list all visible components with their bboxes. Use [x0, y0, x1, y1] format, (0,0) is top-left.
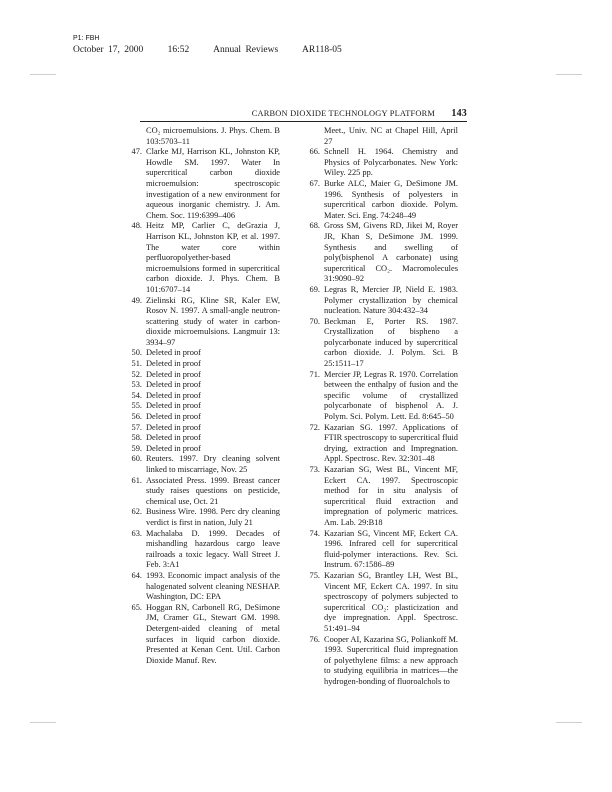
reference-entry — [120, 126, 280, 147]
reference-entry — [298, 126, 458, 147]
reference-number: 56. — [131, 412, 142, 422]
reference-text: Deleted in proof — [146, 348, 201, 358]
slug-info — [73, 45, 362, 55]
reference-entry — [120, 296, 280, 349]
reference-text: Reuters. 1997. Dry cleaning solvent linked to miscarriage, Nov. 25 — [146, 454, 280, 474]
reference-entry — [120, 391, 280, 402]
reference-text: Deleted in proof — [146, 359, 201, 369]
reference-entry — [298, 370, 458, 423]
reference-entry — [120, 370, 280, 381]
reference-entry — [120, 433, 280, 444]
reference-text: Deleted in proof — [146, 422, 201, 432]
reference-entry — [120, 603, 280, 667]
reference-text: Deleted in proof — [146, 390, 201, 400]
reference-text: Kazarian SG, Brantley LH, West BL, Vincent MF, Eckert CA. 1997. In situ spectroscopy of polymers subjected to supercritical CO₂: plasticization and dye impregnation. Appl. Spectrosc. 51:491–94 — [324, 570, 458, 633]
reference-text: Kazarian SG. 1997. Applications of FTIR spectroscopy to supercritical fluid drying, extraction and Impregnation. Appl. Spectrosc. Rev. 32:301–48 — [324, 422, 458, 464]
reference-number: 69. — [309, 284, 320, 294]
reference-number: 57. — [131, 422, 142, 432]
reference-number: 52. — [131, 369, 142, 379]
reference-text: Machalaba D. 1999. Decades of mishandling hazardous cargo leave railroads a toxic legacy. Wall Street J. Feb. 3:A1 — [146, 528, 280, 570]
reference-entry — [298, 147, 458, 179]
reference-entry — [120, 359, 280, 370]
reference-number: 61. — [131, 475, 142, 485]
reference-number: 76. — [309, 634, 320, 644]
reference-text: Deleted in proof — [146, 443, 201, 453]
reference-text: Hoggan RN, Carbonell RG, DeSimone JM, Cramer GL, Stewart GM. 1998. Detergent-aided cleaning of metal surfaces in liquid carbon dioxide. Presented at Kenan Cent. Util. Carbon Dioxide Manuf. Rev. — [146, 602, 280, 665]
reference-text: Kazarian SG, West BL, Vincent MF, Eckert CA. 1997. Spectroscopic method for in situ analysis of supercritical fluid extraction and impregnation of polymeric matrices. Am. Lab. 29:B18 — [324, 465, 458, 527]
slug-code: AR118-05 — [302, 45, 342, 55]
reference-number: 63. — [131, 528, 142, 538]
reference-text: Deleted in proof — [146, 369, 201, 379]
reference-number: 71. — [309, 369, 320, 379]
reference-text: Deleted in proof — [146, 401, 201, 411]
reference-text: Beckman E, Porter RS. 1987. Crystallization of bispheno a polycarbonate induced by supercritical carbon dioxide. J. Polym. Sci. B 25:1511–17 — [324, 316, 458, 369]
reference-number: 51. — [131, 359, 142, 369]
reference-number: 75. — [309, 570, 320, 580]
reference-text: Associated Press. 1999. Breast cancer study raises questions on pesticide, chemical use, Oct. 21 — [146, 475, 280, 506]
reference-entry — [298, 571, 458, 635]
reference-number: 70. — [309, 316, 320, 326]
reference-text: CO₂ microemulsions. J. Phys. Chem. B 103:5703–11 — [146, 126, 280, 146]
reference-number: 48. — [131, 221, 142, 231]
reference-number: 49. — [131, 295, 142, 305]
reference-entry — [298, 317, 458, 370]
crop-mark — [556, 74, 582, 75]
reference-text: Heitz MP, Carlier C, deGrazia J, Harrison KL, Johnston KP, et al. 1997. The water core within perfluoropolyether-based microemulsions formed in supercritical carbon dioxide. J. Phys. Chem. B 101:6707–14 — [146, 221, 280, 294]
page-number: 143 — [451, 108, 467, 119]
reference-text: Business Wire. 1998. Perc dry cleaning verdict is first in nation, July 21 — [146, 507, 280, 527]
reference-number: 58. — [131, 433, 142, 443]
reference-text: Deleted in proof — [146, 380, 201, 390]
reference-number: 55. — [131, 401, 142, 411]
reference-entry — [120, 529, 280, 571]
reference-number: 66. — [309, 147, 320, 157]
reference-text: Burke ALC, Maier G, DeSimone JM. 1996. Synthesis of polyesters in supercritical carbon dioxide. Polym. Mater. Sci. Eng. 74:248–49 — [324, 178, 458, 220]
reference-number: 64. — [131, 570, 142, 580]
slug-proof-id: P1: FBH — [73, 35, 100, 42]
slug-time: 16:52 — [167, 45, 190, 55]
reference-entry — [120, 507, 280, 528]
running-head-title: CARBON DIOXIDE TECHNOLOGY PLATFORM — [251, 109, 436, 118]
reference-entry — [120, 221, 280, 295]
reference-number: 74. — [309, 528, 320, 538]
reference-text: Cooper AI, Kazarina SG, Poliankoff M. 1993. Supercritical fluid impregnation of polyethylene films: a new approach to studying equilibria in matrices—the hydrogen-bonding of fluoroalchols to — [324, 634, 458, 686]
reference-number: 65. — [131, 602, 142, 612]
reference-text: Clarke MJ, Harrison KL, Johnston KP, Howdle SM. 1997. Water In supercritical carbon dioxide microemulsion: spectroscopic investigation of a new environment for aqueous inorganic chemistry. J. Am. Chem. Soc. 119:6399–406 — [146, 147, 280, 220]
slug-date: October 17, 2000 — [73, 45, 144, 55]
reference-entry — [120, 401, 280, 412]
reference-number: 73. — [309, 465, 320, 474]
reference-entry — [298, 465, 458, 529]
reference-number: 59. — [131, 443, 142, 453]
reference-entry — [120, 380, 280, 391]
reference-text: 1993. Economic impact analysis of the halogenated solvent cleaning NESHAP. Washington, DC: EPA — [146, 570, 280, 602]
reference-text: Zielinski RG, Kline SR, Kaler EW, Rosov N. 1997. A small-angle neutron-scattering study of water in carbon-dioxide microemulsions. Langmuir 13: 3934–97 — [146, 295, 280, 347]
reference-entry — [120, 348, 280, 359]
crop-mark — [30, 74, 56, 75]
reference-text: Mercier JP, Legras R. 1970. Correlation between the enthalpy of fusion and the specific volume of crystallized polycarbonate of bisphenol A. J. Polym. Sci. Polym. Lett. Ed. 8:645–50 — [324, 369, 458, 422]
reference-number: 67. — [309, 178, 320, 188]
reference-number: 62. — [131, 507, 142, 517]
reference-text: Deleted in proof — [146, 412, 201, 422]
reference-text: Schnell H. 1964. Chemistry and Physics of Polycarbonates. New York: Wiley. 225 pp. — [324, 147, 458, 178]
reference-entry — [298, 635, 458, 688]
reference-text: Deleted in proof — [146, 433, 201, 443]
reference-entry — [120, 412, 280, 423]
reference-number: 68. — [309, 221, 320, 231]
reference-entry — [120, 571, 280, 603]
reference-number: 54. — [131, 390, 142, 400]
reference-entry — [298, 423, 458, 465]
reference-text: Meet., Univ. NC at Chapel Hill, April 27 — [324, 126, 458, 146]
reference-entry — [120, 476, 280, 508]
crop-mark — [556, 722, 582, 723]
reference-column-left — [120, 126, 280, 666]
slug-publisher: Annual Reviews — [213, 45, 279, 55]
reference-entry — [120, 147, 280, 221]
running-head — [140, 108, 467, 119]
reference-number: 50. — [131, 348, 142, 358]
reference-number: 72. — [309, 422, 320, 432]
reference-text: Legras R, Mercier JP, Nield E. 1983. Polymer crystallization by chemical nucleation. Nature 304:432–34 — [324, 284, 458, 316]
reference-entry — [298, 221, 458, 285]
reference-entry — [120, 423, 280, 434]
reference-entry — [120, 454, 280, 475]
reference-text: Gross SM, Givens RD, Jikei M, Royer JR, Khan S, DeSimone JM. 1999. Synthesis and swelling of poly(bisphenol A carbonate) using supercritical CO₂. Macromolecules 31:9090–92 — [324, 221, 458, 284]
reference-number: 47. — [131, 147, 142, 157]
reference-entry — [298, 285, 458, 317]
reference-entry — [298, 179, 458, 221]
crop-mark — [30, 722, 56, 723]
reference-entry — [120, 444, 280, 455]
reference-number: 53. — [131, 380, 142, 390]
header-rule — [140, 121, 467, 122]
reference-entry — [298, 529, 458, 571]
reference-column-right — [298, 126, 458, 687]
reference-text: Kazarian SG, Vincent MF, Eckert CA. 1996. Infrared cell for supercritical fluid-polymer interactions. Rev. Sci. Instrum. 67:1586–89 — [324, 528, 458, 570]
reference-number: 60. — [131, 454, 142, 464]
